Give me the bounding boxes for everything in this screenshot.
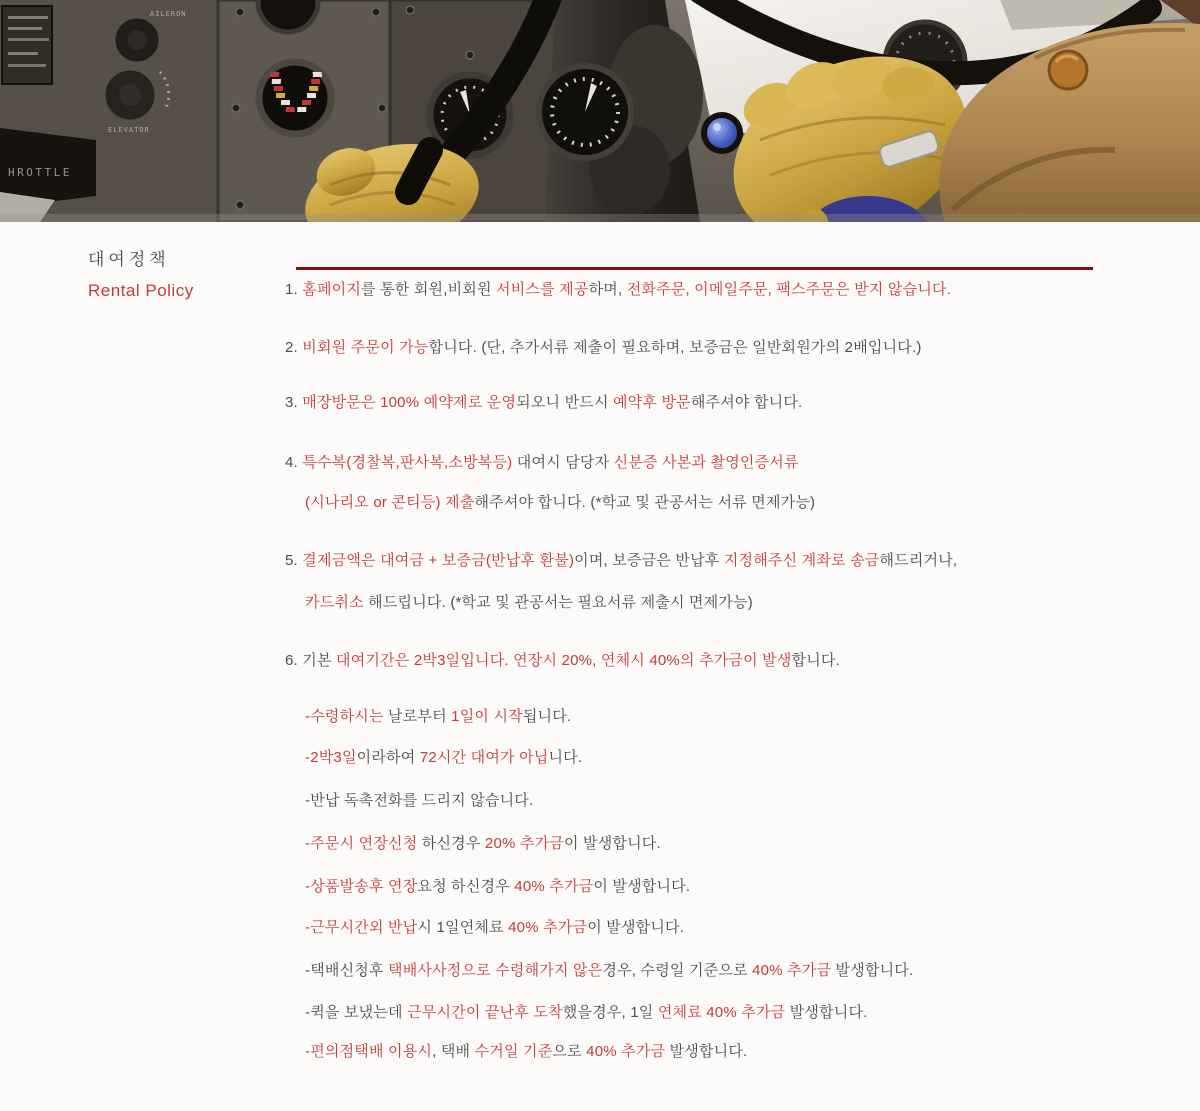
policy-text-segment: 특수복(경찰복,판사복,소방복등) [302, 454, 513, 471]
policy-text-segment: 해드립니다. (*학교 및 관공서는 필요서류 제출시 면제가능) [363, 594, 754, 611]
policy-line-5 [305, 493, 815, 513]
policy-text-segment: 택배사사정으로 수령해가지 않은 [388, 962, 603, 979]
policy-text-segment: -상품발송후 연장 [305, 878, 418, 895]
policy-line-10 [305, 748, 582, 768]
aileron-label: AILERON [150, 10, 187, 18]
policy-text-segment: -편의점택배 이용시 [305, 1043, 433, 1060]
policy-text-segment: 날로부터 [388, 708, 452, 725]
policy-text-segment: 시 1일연체료 [417, 919, 509, 936]
policy-text-segment: 합니다. (단, 추가서류 제출이 필요하며, 보증금은 일반회원가의 2배입니다.) [428, 339, 922, 356]
policy-line-4 [285, 453, 799, 473]
throttle-label: HROTTLE [8, 166, 72, 179]
policy-text-segment: 5. [285, 552, 303, 569]
policy-text-segment: 하며, [588, 281, 627, 298]
policy-text-segment: 대여기간은 2박3일입니다. 연장시 20%, 연체시 40%의 추가금이 발생 [336, 652, 792, 669]
policy-text-segment: 합니다. [791, 652, 840, 669]
policy-text-segment: 수거일 기준 [474, 1043, 553, 1060]
policy-line-9 [305, 707, 571, 727]
policy-text-segment: 이 발생합니다. [563, 835, 661, 852]
policy-text-segment: 홈페이지 [302, 281, 362, 298]
policy-text-segment: -퀵을 보냈는데 [305, 1004, 408, 1021]
policy-text-segment: 카드취소 [305, 594, 364, 611]
policy-text-segment: 발생합니다. [785, 1004, 868, 1021]
policy-text-segment: 이 발생합니다. [587, 919, 685, 936]
policy-text-segment: 이며, 보증금은 반납후 [574, 552, 724, 569]
policy-text-segment: 매장방문은 100% 예약제로 운영 [302, 394, 517, 411]
policy-text-segment: -주문시 연장신청 [305, 835, 418, 852]
policy-text-segment: (시나리오 or 콘티등) 제출 [305, 494, 475, 511]
policy-text-segment: 으로 [552, 1043, 587, 1060]
policy-text-segment: 40% 추가금 [508, 919, 588, 936]
policy-text-segment: 6. 기본 [285, 652, 337, 669]
policy-text-segment: 3. [285, 394, 303, 411]
policy-text-segment: 하신경우 [417, 835, 485, 852]
page-title-english: Rental Policy [88, 281, 194, 300]
policy-text-segment: , 택배 [432, 1043, 475, 1060]
policy-text-segment: 신분증 사본과 촬영인증서류 [613, 454, 799, 471]
policy-text-segment: 예약후 방문 [613, 394, 691, 411]
policy-line-17 [305, 1042, 747, 1062]
policy-line-2 [285, 338, 922, 358]
policy-line-12 [305, 834, 661, 854]
policy-text-segment: 요청 하신경우 [417, 878, 515, 895]
policy-line-3 [285, 393, 802, 413]
policy-text-segment: 됩니다. [522, 708, 572, 725]
policy-text-segment: 20% 추가금 [484, 835, 564, 852]
policy-text-segment: -수령하시는 [305, 708, 389, 725]
policy-text-segment: 연체료 40% 추가금 [657, 1004, 786, 1021]
policy-line-11 [305, 791, 533, 811]
policy-line-6 [285, 551, 957, 571]
policy-text-segment: -반납 독촉전화를 드리지 않습니다. [305, 792, 534, 809]
policy-text-segment: 를 통한 회원,비회원 [361, 281, 497, 298]
policy-text-segment: 전화주문, 이메일주문, 팩스주문은 받지 않습니다. [626, 281, 952, 298]
policy-text-segment: 대여시 담당자 [512, 454, 614, 471]
policy-text-segment: 경우, 수령일 기준으로 [602, 962, 753, 979]
policy-line-13 [305, 877, 690, 897]
policy-text-segment: 72시간 대여가 아닙 [419, 749, 549, 766]
policy-text-segment: -택배신청후 [305, 962, 389, 979]
policy-text-segment: 이라하여 [356, 749, 420, 766]
policy-text-segment: 1. [285, 281, 303, 298]
policy-text-segment: 발생합니다. [665, 1043, 748, 1060]
policy-line-14 [305, 918, 684, 938]
policy-text-segment: 비회원 주문이 가능 [302, 339, 429, 356]
policy-text-segment: 해주셔야 합니다. (*학교 및 관공서는 서류 면제가능) [474, 494, 816, 511]
policy-text-segment: 40% 추가금 [514, 878, 594, 895]
policy-text-segment: -2박3일 [305, 749, 357, 766]
policy-text-segment: 결제금액은 대여금 + 보증금(반납후 환불) [302, 552, 575, 569]
policy-text-segment: 지정해주신 계좌로 송금 [723, 552, 880, 569]
policy-text-segment: 해주셔야 합니다. [690, 394, 803, 411]
policy-line-7 [305, 593, 753, 613]
policy-text-segment: 1일이 시작 [451, 708, 523, 725]
policy-text-segment: 이 발생합니다. [593, 878, 691, 895]
policy-line-16 [305, 1003, 868, 1023]
policy-text-segment: 4. [285, 454, 303, 471]
elevator-label: ELEVATOR [108, 126, 150, 134]
policy-text-segment: 했을경우, 1일 [562, 1004, 658, 1021]
page-title-korean: 대여정책 [88, 250, 170, 269]
policy-line-8 [285, 651, 840, 671]
policy-line-1 [285, 280, 951, 300]
policy-text-segment: 니다. [548, 749, 583, 766]
policy-text-segment: 되오니 반드시 [516, 394, 614, 411]
policy-text-segment: 해드리거나, [879, 552, 958, 569]
policy-text-segment: 40% 추가금 [752, 962, 832, 979]
policy-text-segment: 발생합니다. [831, 962, 914, 979]
policy-text-segment: 근무시간이 끝난후 도착 [407, 1004, 563, 1021]
policy-line-15 [305, 961, 913, 981]
policy-text-segment: 서비스를 제공 [496, 281, 589, 298]
policy-text-segment: -근무시간외 반납 [305, 919, 418, 936]
policy-text-segment: 40% 추가금 [586, 1043, 666, 1060]
policy-text-segment: 2. [285, 339, 303, 356]
